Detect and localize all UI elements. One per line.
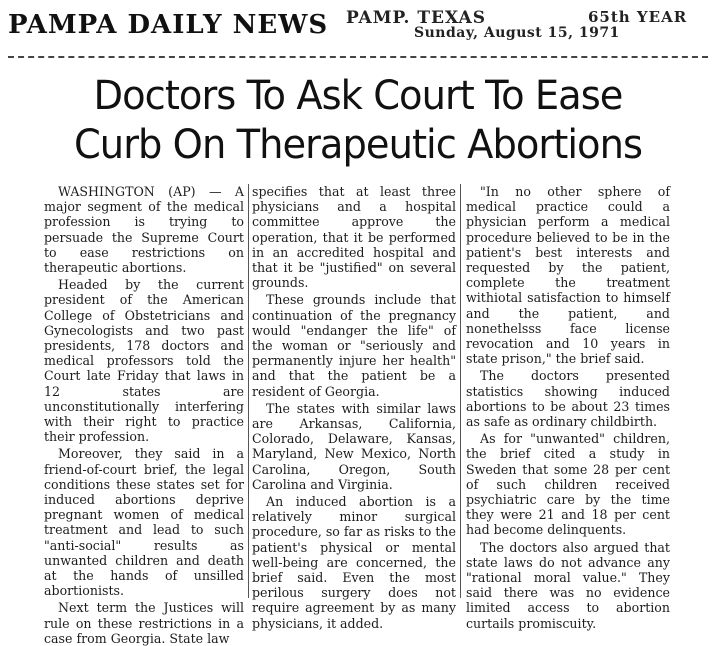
paragraph: Next term the Justices will rule on these restrictions in a case from Georgia. State law: [44, 600, 244, 646]
paragraph: These grounds include that continuation of the pregnancy would "endanger the life" of the woman or "seriously and permanently injure her health" and that the patient be a resident of Georgia.: [252, 292, 456, 399]
article-headline: [22, 72, 694, 170]
column-divider: [460, 184, 461, 598]
article-column-1: [44, 184, 244, 646]
paragraph: Headed by the current president of the American College of Obstetricians and Gynecologists and two past presidents, 178 doctors and medical professors told the Court late Friday that laws in 12 states are unconstitutionally interfering with their right to practice their profession.: [44, 277, 244, 445]
masthead: [8, 6, 708, 58]
paragraph: The doctors also argued that state laws do not advance any "rational moral value." They said there was no evidence limited access to abortion curtails promiscuity.: [466, 539, 670, 631]
column-divider: [248, 184, 249, 598]
headline-line-1: Doctors To Ask Court To Ease: [93, 73, 623, 119]
headline-line-2: Curb On Therapeutic Abortions: [73, 122, 643, 168]
paragraph: specifies that at least three physicians and a hospital committee approve the operation, that it be performed in an accredited hospital and that it be "justified" on several grounds.: [252, 184, 456, 291]
paragraph: The doctors presented statistics showing induced abortions to be about 23 times as safe as ordinary childbirth.: [466, 368, 670, 430]
article-column-2: [252, 184, 456, 631]
paragraph: The states with similar laws are Arkansas, California, Colorado, Delaware, Kansas, Maryland, New Mexico, North Carolina, Oregon, South Carolina and Virginia.: [252, 400, 456, 492]
paragraph: As for "unwanted" children, the brief cited a study in Sweden that some 28 per cent of such children received psychiatric care by the time they were 21 and 18 per cent had become delinquents.: [466, 431, 670, 538]
dateline-place: PAMP. TEXAS: [346, 8, 487, 28]
issue-date: Sunday, August 15, 1971: [414, 25, 620, 41]
volume-year: 65th YEAR: [588, 8, 688, 26]
paragraph: Moreover, they said in a friend-of-court brief, the legal conditions these states set for induced abortions deprive pregnant women of medical treatment and lead to such "anti-social" results as unwanted children and death at the hands of unsilled abortionists.: [44, 446, 244, 599]
article-column-3: [466, 184, 670, 631]
paragraph: An induced abortion is a relatively minor surgical procedure, so far as risks to the patient's physical or mental well-being are concerned, the brief said. Even the most perilous surgery does not require agreement by as many physicians, it added.: [252, 494, 456, 631]
paper-name: PAMPA DAILY NEWS: [8, 10, 329, 40]
paragraph: WASHINGTON (AP) — A major segment of the medical profession is trying to persuade the Supreme Court to ease restrictions on therapeutic abortions.: [44, 184, 244, 276]
paragraph: "In no other sphere of medical practice could a physician perform a medical procedure believed to be in the patient's best interests and requested by the patient, complete the treatment withiotal satisfaction to himself and the patient, and nonethelsss face license revocation and 10 years in state prison," the brief said.: [466, 184, 670, 367]
article-body: [44, 184, 674, 646]
